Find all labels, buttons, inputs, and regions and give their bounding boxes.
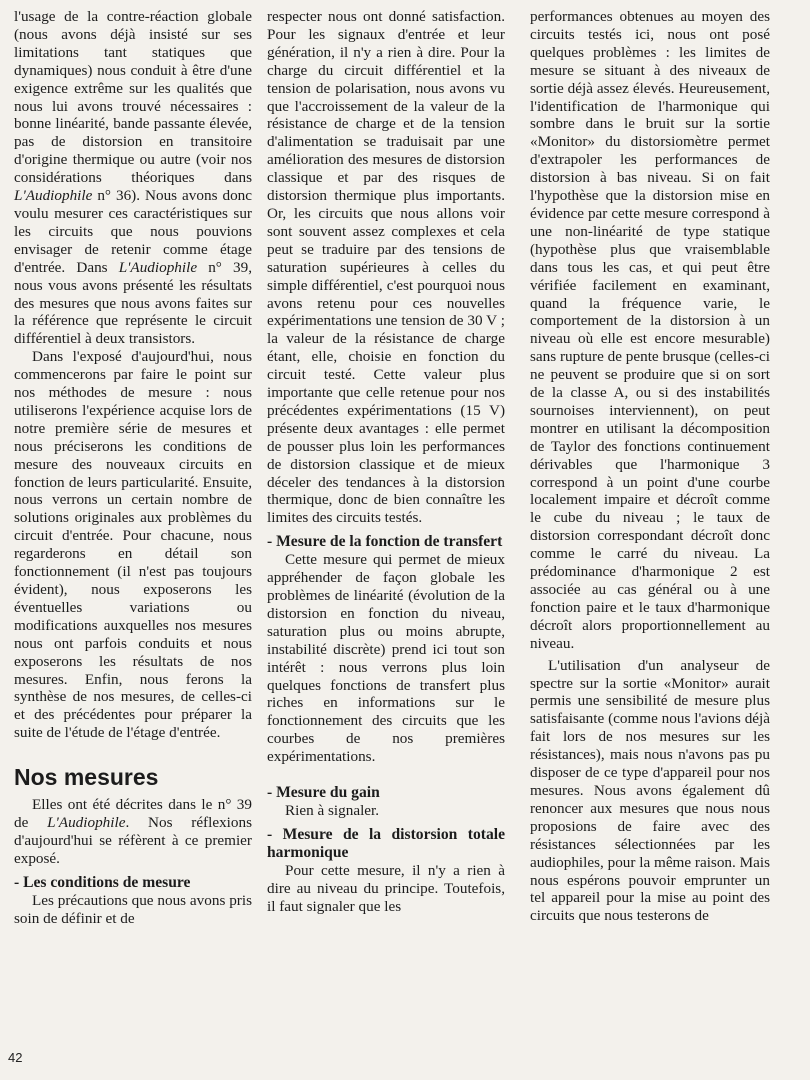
text-column-2	[267, 8, 505, 915]
subheading: - Mesure du gain	[267, 784, 380, 802]
subheading: - Mesure de la fonction de transfert	[267, 533, 503, 551]
page-number: 42	[8, 1050, 23, 1065]
text-column-1	[14, 8, 252, 928]
paragraph: respecter nous ont donné satisfaction. Pour les signaux d'entrée et leur génération, il n'y a rien à dire. Pour la charge du circuit différentiel et la tension de polarisation, nous avons vu que l'accroissement de la valeur de la résistance de charge et de la tension d'alimentation se traduisait par une amélioration des mesures de distorsion classique et par des risques de distorsion thermique plus importants. Or, les circuits que nous allons voir sont souvent assez complexes et cela peut se traduire par des tensions de saturation supérieures à celles du simple différentiel, c'est pourquoi nous avons retenu pour ces nouvelles expérimentations une tension de 30 V ; la valeur de la résistance de charge étant, elle, choisie en fonction du circuit testé. Cette valeur plus importante que celle retenue pour nos précédentes expérimentations (15 V) présente deux avantages : elle permet de pousser plus loin les performances de distorsion classique et de mieux déceler des tendances à la distorsion thermique, donc de bien connaître les limites des circuits testés.	[267, 8, 505, 527]
text-column-3	[530, 8, 770, 925]
subheading: - Les conditions de mesure	[14, 873, 191, 891]
section-heading: Nos mesures	[14, 764, 159, 791]
paragraph: Dans l'exposé d'aujourd'hui, nous commencerons par faire le point sur nos méthodes de mesure : nous utiliserons l'expérience acquise lors de notre première série de mesures et nous préciserons les conditions de mesure des nouveaux circuits en fonction de leurs particularité. Ensuite, nous verrons un certain nombre de solutions originales aux problèmes du circuit d'entrée. Pour chacune, nous regarderons en détail son fonctionnement (il n'est pas toujours évident), nous exposerons les éventuelles variations ou modifications auxquelles nos mesures nous ont parfois conduits et nous exposerons les résultats de nos mesures. Enfin, nous ferons la synthèse de nos mesures, de celles-ci et des précédentes pour préparer la suite de l'étude de l'étage d'entrée.	[14, 348, 252, 742]
paragraph: Cette mesure qui permet de mieux appréhender de façon globale les problèmes de linéarité (évolution de la distorsion en fonction du niveau, saturation plus ou moins abrupte, instabilité discrète) prend ici tout son intérêt : nous verrons plus loin quelques fonctions de transfert plus riches en informations sur le fonctionnement des circuits que les courbes de nos premières expérimentations.	[267, 551, 505, 766]
paragraph: l'usage de la contre-réaction globale (nous avons déjà insisté sur ses limitations tant statiques que dynamiques) nous conduit à être d'une exigence extrême sur les qualités que nous lui avons trouvé nécessaires : bonne linéarité, bande passante élevée, pas de distorsion en transitoire d'origine thermique ou autre (voir nos considérations théoriques dans L'Audiophile n° 36). Nous avons donc voulu mesurer ces caractéristiques sur les circuits que nous pouvions envisager de retenir comme étage d'entrée. Dans L'Audiophile n° 39, nous vous avons présenté les résultats des mesures que nous avons faites sur la référence que représente le circuit différentiel à deux transistors.	[14, 8, 252, 348]
paragraph: L'utilisation d'un analyseur de spectre sur la sortie «Monitor» aurait permis une sensibilité de mesure plus satisfaisante (comme nous l'avions déjà fait lors de nos mesures sur les résistances), mais nous n'avons pas pu disposer de ce type d'appareil pour nos mesures. Nous avons également dû renoncer aux mesures que nous nous proposions de faire avec des résistances sélectionnées par les audiophiles, pour la même raison. Mais nous espérons pouvoir emprunter un tel appareil pour la mise au point des circuits que nous testerons de	[530, 656, 770, 925]
paragraph: Les précautions que nous avons pris soin de définir et de	[14, 891, 252, 927]
paragraph: Elles ont été décrites dans le n° 39 de L'Audiophile. Nos réflexions d'aujourd'hui se réfèrent à ce premier exposé.	[14, 796, 252, 867]
subheading: - Mesure de la distorsion totale harmonique	[267, 825, 505, 861]
paragraph: Pour cette mesure, il n'y a rien à dire au niveau du principe. Toutefois, il faut signaler que les	[267, 861, 505, 915]
paragraph: Rien à signaler.	[285, 801, 380, 819]
paragraph: performances obtenues au moyen des circuits testés ici, nous ont posé quelques problèmes : les limites de mesure se situant à des niveaux de sortie déjà assez élevés. Heureusement, l'identification de l'harmonique qui sombre dans le bruit sur la sortie «Monitor» du distorsiomètre permet d'extrapoler les performances de distorsion à bas niveau. Si on fait l'hypothèse que la distorsion mise en évidence par cette mesure correspond à une non-linéarité de type statique (hypothèse plus que vraisemblable dans tous les cas, et qui peut être vérifiée facilement en examinant, quand la fréquence varie, le comportement de la distorsion à un niveau où elle est encore mesurable) sans rupture de pente brusque (celles-ci ne peuvent se produire que si on sort de la classe A, ou si des instabilités sournoises interviennent), on peut montrer en utilisant la décomposition de Taylor des fonctions continuement dérivables que l'harmonique 3 correspond à un point d'une courbe localement impaire et décroît comme le cube du niveau ; le taux de distorsion correspondant décroît donc comme le carré du niveau. La prédominance d'harmonique 2 est associée au cas général ou à une fonction paire et le taux d'harmonique décroît alors proportionnellement au niveau.	[530, 8, 770, 652]
